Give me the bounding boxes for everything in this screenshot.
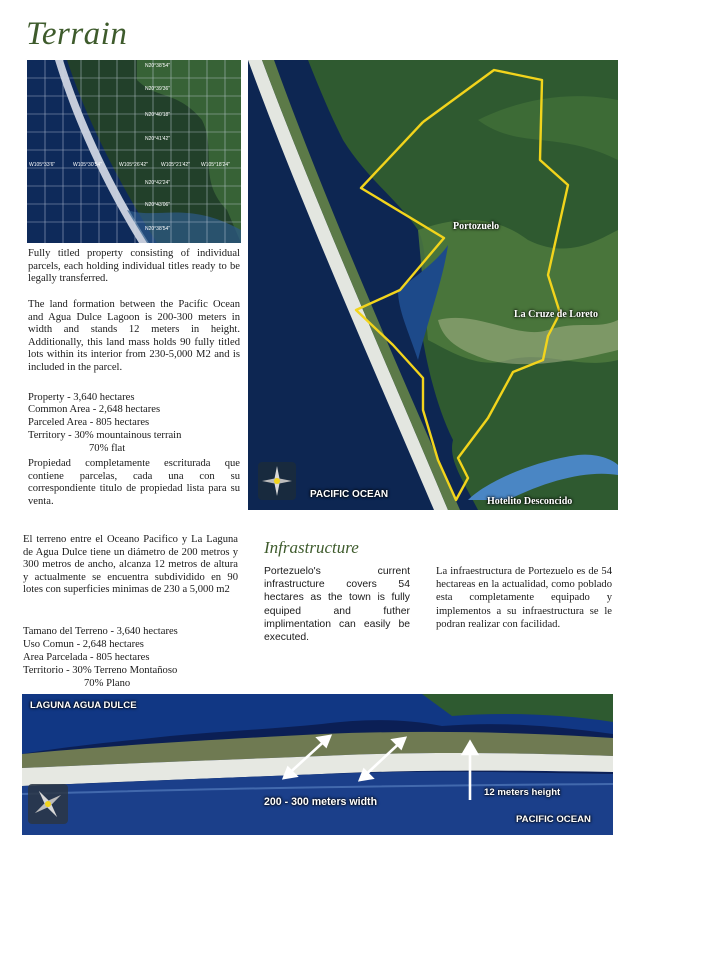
stat-plano: 70% Plano bbox=[84, 678, 131, 689]
infrastructure-spanish: La infraestructura de Portezuelo es de 54 hectareas en la actualidad, como poblado esta completamente equipado y implementos a su infraestructura se le podran realizar con facilidad. bbox=[436, 566, 612, 630]
lon-label: W105°21'42" bbox=[161, 162, 190, 168]
pano-pacific-label: PACIFIC OCEAN bbox=[516, 814, 591, 825]
la-cruze-label: La Cruze de Loreto bbox=[514, 309, 598, 320]
compass-rose-icon bbox=[258, 462, 296, 500]
hotelito-label: Hotelito Desconcido bbox=[487, 496, 573, 507]
lat-label: N20°38'54" bbox=[145, 226, 171, 232]
height-label: 12 meters height bbox=[484, 787, 561, 798]
stat-territorio: Territorio - 30% Terreno Montañoso bbox=[23, 665, 178, 676]
grid-satellite-map bbox=[27, 60, 241, 243]
portozuelo-label: Portozuelo bbox=[453, 221, 500, 232]
main-satellite-map bbox=[248, 60, 618, 510]
lat-label: N20°39'36" bbox=[145, 86, 171, 92]
laguna-label: LAGUNA AGUA DULCE bbox=[30, 700, 137, 711]
lat-label: N20°42'24" bbox=[145, 180, 171, 186]
lon-label: W105°26'42" bbox=[119, 162, 148, 168]
lat-label: N20°41'42" bbox=[145, 136, 171, 142]
stat-tamano: Tamano del Terreno - 3,640 hectares bbox=[23, 626, 178, 637]
spanish-land-paragraph: El terreno entre el Oceano Pacifico y La Laguna de Agua Dulce tiene un diámetro de 200 metros y 300 metros de ancho, alcanza 12 metros de altura y actualmente se encuentra subdividido en 90 lotes con superficies minimas de 230 a 5,000 m2 bbox=[23, 534, 238, 596]
stat-parceled-area: Parceled Area - 805 hectares bbox=[28, 417, 150, 428]
stat-area-parcelada: Area Parcelada - 805 hectares bbox=[23, 652, 150, 663]
stat-property: Property - 3,640 hectares bbox=[28, 392, 135, 403]
intro-paragraph: Fully titled property consisting of individual parcels, each holding individual titles ready to be legally transferred. bbox=[28, 248, 240, 285]
width-label: 200 - 300 meters width bbox=[264, 796, 378, 808]
lat-label: N20°40'18" bbox=[145, 112, 171, 118]
pacific-ocean-label: PACIFIC OCEAN bbox=[310, 489, 389, 500]
stat-territory: Territory - 30% mountainous terrain bbox=[28, 430, 182, 441]
stat-flat: 70% flat bbox=[89, 443, 126, 454]
page-title: Terrain bbox=[26, 16, 128, 52]
infrastructure-title: Infrastructure bbox=[264, 538, 359, 557]
infrastructure-english: Portezuelo's current infrastructure covers 54 hectares as the town is fully equiped and futher implimentation can easily be executed. bbox=[264, 566, 410, 644]
stat-uso-comun: Uso Comun - 2,648 hectares bbox=[23, 639, 144, 650]
lat-label: N20°43'06" bbox=[145, 202, 171, 208]
stat-common-area: Common Area - 2,648 hectares bbox=[28, 404, 161, 415]
spanish-intro-paragraph: Propiedad completamente escriturada que contiene parcelas, cada una con su correspondiente titulo de propiedad lista para su venta. bbox=[28, 458, 240, 507]
lon-label: W105°33'6" bbox=[29, 162, 56, 168]
land-formation-paragraph: The land formation between the Pacific Ocean and Agua Dulce Lagoon is 200-300 meters in width and stands 12 meters in height. Additionally, this land mass holds 90 fully titled lots within its interior from 230-5,000 M2 and is included in the parcel. bbox=[28, 299, 240, 373]
lat-label: N20°38'54" bbox=[145, 63, 171, 69]
lon-label: W105°30'54" bbox=[73, 162, 102, 168]
compass-rose-icon bbox=[28, 784, 68, 824]
lon-label: W105°18'24" bbox=[201, 162, 230, 168]
panorama-image bbox=[22, 694, 613, 835]
